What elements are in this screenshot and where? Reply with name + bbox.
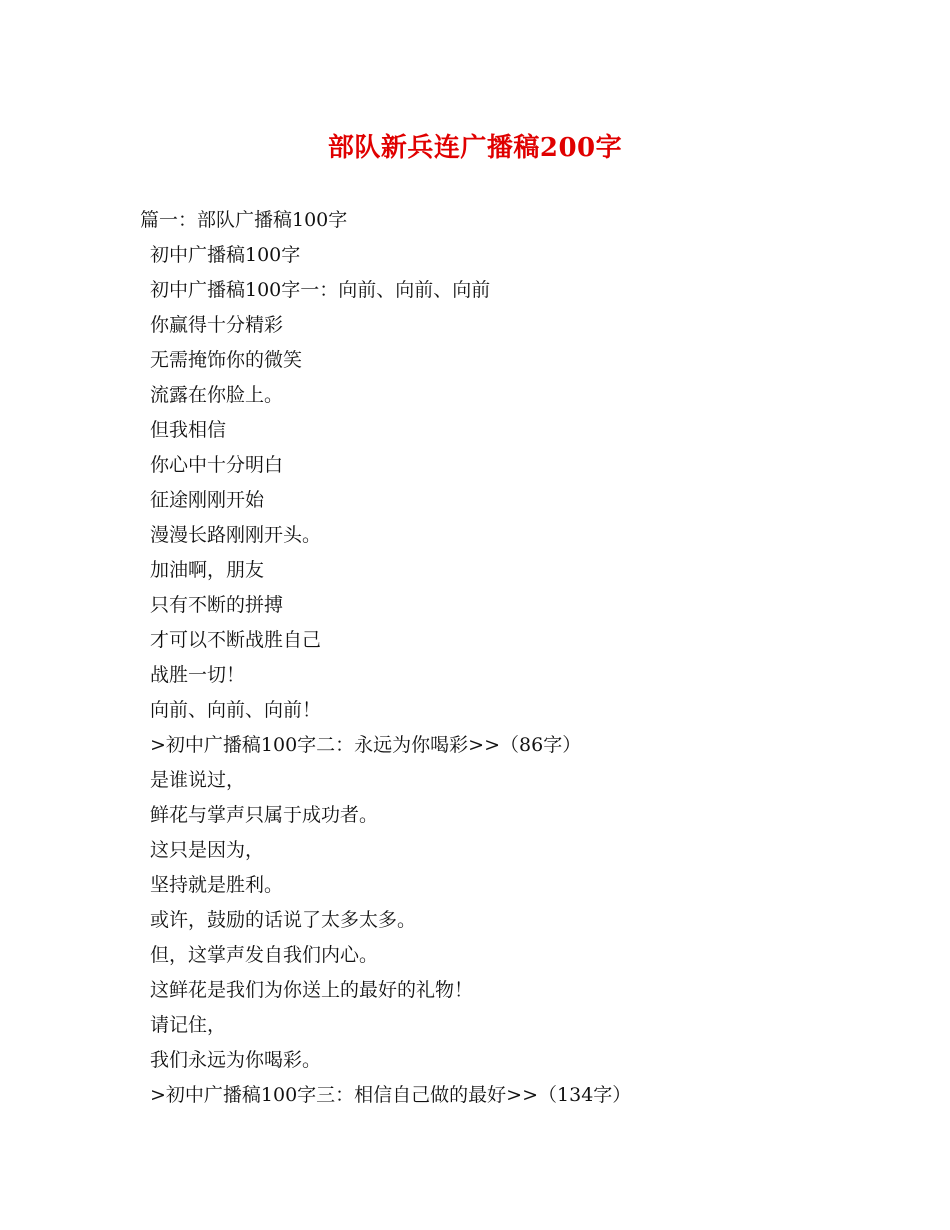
document-title: 部队新兵连广播稿200字 (327, 133, 623, 163)
text-line: 只有不断的拼搏 (150, 594, 284, 616)
text-line: 战胜一切！ (150, 664, 246, 686)
text-line: 鲜花与掌声只属于成功者。 (150, 804, 379, 826)
text-line: 你心中十分明白 (150, 454, 284, 476)
text-line: 坚持就是胜利。 (150, 874, 284, 896)
text-line: >初中广播稿100字三：相信自己做的最好>>（134字） (150, 1084, 632, 1106)
text-line: 请记住， (150, 1014, 227, 1036)
text-line: 是谁说过， (150, 769, 246, 791)
text-line: 这鲜花是我们为你送上的最好的礼物！ (150, 979, 474, 1001)
text-line: 向前、向前、向前！ (150, 699, 322, 721)
text-line: 或许，鼓励的话说了太多太多。 (150, 909, 417, 931)
document-body (140, 203, 900, 1113)
text-line: 这只是因为， (150, 839, 265, 861)
text-line: 征途刚刚开始 (150, 489, 265, 511)
text-line: 初中广播稿100字一：向前、向前、向前 (150, 279, 491, 301)
text-line: 才可以不断战胜自己 (150, 629, 322, 651)
text-line: 流露在你脸上。 (150, 384, 284, 406)
text-line: 篇一：部队广播稿100字 (140, 209, 348, 231)
text-line: >初中广播稿100字二：永远为你喝彩>>（86字） (150, 734, 582, 756)
text-line: 无需掩饰你的微笑 (150, 349, 303, 371)
text-line: 但，这掌声发自我们内心。 (150, 944, 379, 966)
text-line: 但我相信 (150, 419, 227, 441)
text-line: 初中广播稿100字 (150, 244, 301, 266)
text-line: 加油啊，朋友 (150, 559, 265, 581)
text-line: 我们永远为你喝彩。 (150, 1049, 322, 1071)
text-line: 漫漫长路刚刚开头。 (150, 524, 322, 546)
text-line: 你赢得十分精彩 (150, 314, 284, 336)
